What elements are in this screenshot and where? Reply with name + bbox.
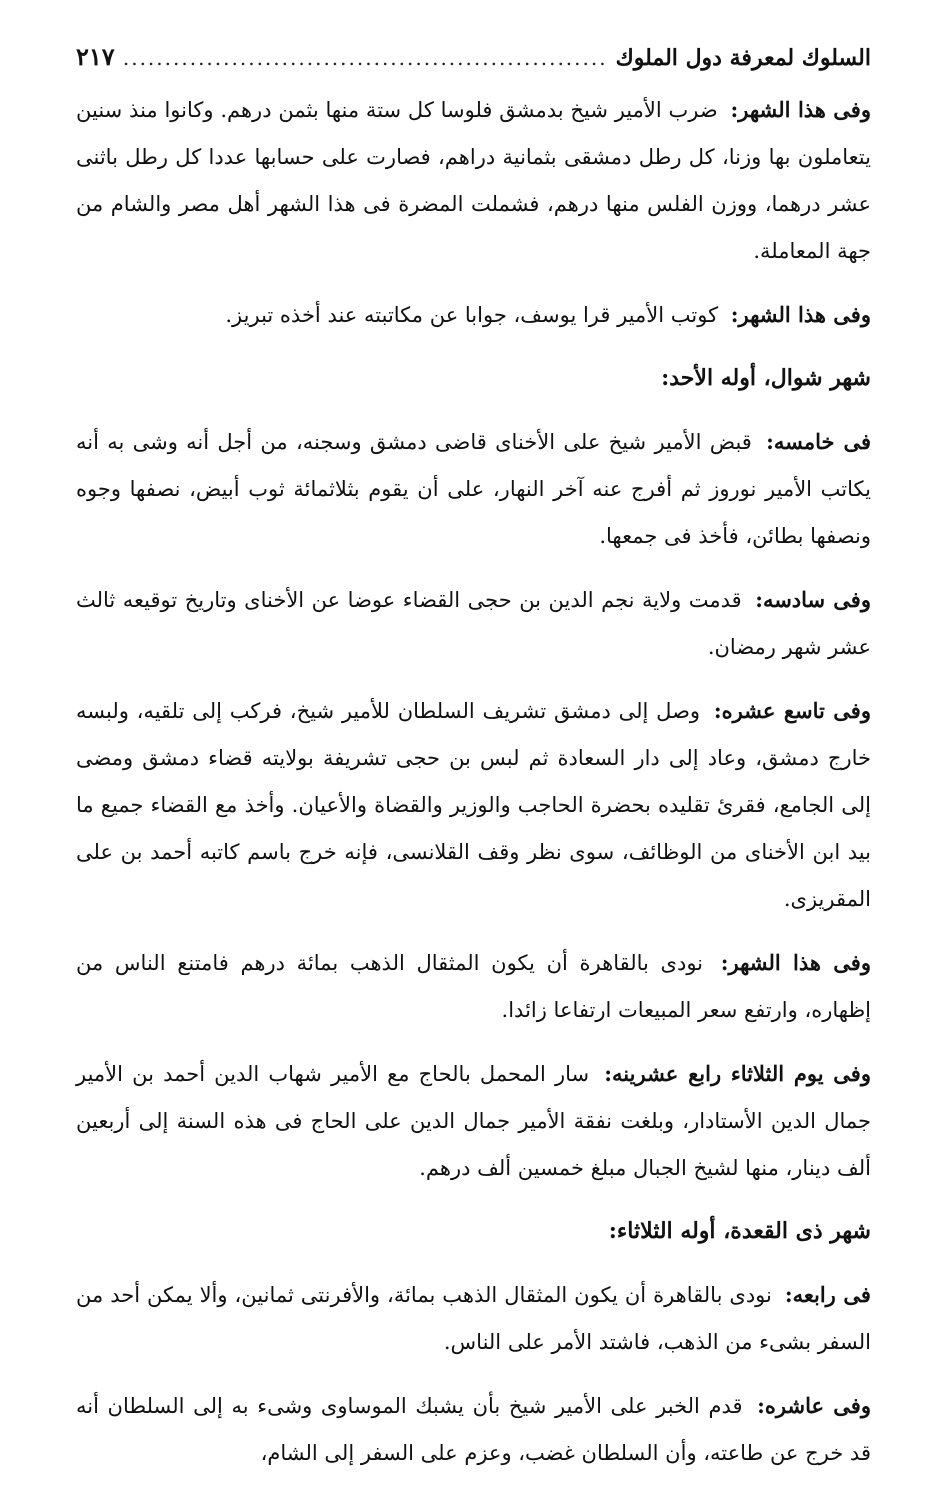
paragraph-lead: فى رابعه: (784, 1282, 871, 1307)
running-header (76, 42, 871, 82)
paragraph (76, 576, 871, 671)
paragraph (76, 687, 871, 923)
paragraph-text: قدمت ولاية نجم الدين بن حجى القضاء عوضا عن الأخناى وتاريخ توقيعه ثالث عشر شهر رمضان. (76, 588, 871, 659)
paragraph (76, 291, 871, 339)
paragraph-lead: وفى هذا الشهر: (730, 302, 871, 327)
paragraph-text: نودى بالقاهرة أن يكون المثقال الذهب بمائة، والأفرنتى ثمانين، وألا يمكن أحد من السفر بشىء من الذهب، فاشتد الأمر على الناس. (76, 1283, 871, 1354)
paragraph-lead: وفى سادسه: (755, 587, 871, 612)
page-number: ٢١٧ (76, 42, 115, 71)
paragraph-lead: وفى عاشره: (757, 1393, 871, 1418)
paragraph-lead: وفى يوم الثلاثاء رابع عشرينه: (604, 1061, 871, 1086)
leader-dots (123, 46, 608, 70)
month-heading: شهر شوال، أوله الأحد: (661, 365, 871, 391)
paragraph-lead: فى خامسه: (766, 429, 871, 454)
paragraph-lead: وفى هذا الشهر: (730, 97, 871, 122)
paragraph-text: نودى بالقاهرة أن يكون المثقال الذهب بمائة درهم فامتنع الناس من إظهاره، وارتفع سعر المبيعات ارتفاعا زائدا. (76, 951, 871, 1022)
paragraph (76, 1382, 871, 1477)
paragraph-text: سار المحمل بالحاج مع الأمير شهاب الدين أحمد بن الأمير جمال الدين الأستادار، وبلغت نفقة الأمير جمال الدين على الحاج فى هذه السنة إلى أربعين ألف دينار، منها لشيخ الجبال مبلغ خمسين ألف درهم. (76, 1062, 871, 1180)
paragraph (76, 86, 871, 275)
paragraph (76, 1050, 871, 1192)
paragraph-text: قدم الخبر على الأمير شيخ بأن يشبك الموساوى وشىء به إلى السلطان أنه قد خرج عن طاعته، وأن السلطان غضب، وعزم على السفر إلى الشام، (76, 1394, 871, 1465)
page-body (76, 86, 871, 1493)
month-heading: شهر ذى القعدة، أوله الثلاثاء: (608, 1218, 871, 1244)
book-title: السلوك لمعرفة دول الملوك (615, 45, 871, 71)
paragraph-lead: وفى هذا الشهر: (720, 950, 871, 975)
paragraph-lead: وفى تاسع عشره: (713, 698, 871, 723)
paragraph-text: ضرب الأمير شيخ بدمشق فلوسا كل ستة منها بثمن درهم. وكانوا منذ سنين يتعاملون بها وزنا، كل رطل دمشقى بثمانية دراهم، فصارت على حسابها عددا كل رطل باثنى عشر درهما، ووزن الفلس منها درهم، فشملت المضرة فى هذا الشهر أهل مصر والشام من جهة المعاملة. (76, 98, 871, 263)
paragraph-text: وصل إلى دمشق تشريف السلطان للأمير شيخ، فركب إلى تلقيه، ولبسه خارج دمشق، وعاد إلى دار السعادة ثم لبس بن حجى تشريفة بولايته قضاء دمشق ومضى إلى الجامع، فقرئ تقليده بحضرة الحاجب والوزير والقضاة والأعيان. وأخذ مع القضاء جميع ما بيد ابن الأخناى من الوظائف، سوى نظر وقف القلانسى، فإنه خرج باسم كاتبه أحمد بن على المقريزى. (76, 699, 871, 911)
paragraph (76, 939, 871, 1034)
paragraph (76, 1271, 871, 1366)
paragraph-text: قبض الأمير شيخ على الأخناى قاضى دمشق وسجنه، من أجل أنه وشى به أنه يكاتب الأمير نوروز ثم أفرج عنه آخر النهار، على أن يقوم بثلاثمائة ثوب أبيض، نصفها وجوه ونصفها بطائن، فأخذ فى جمعها. (76, 430, 871, 548)
paragraph (76, 418, 871, 560)
paragraph-text: كوتب الأمير قرا يوسف، جوابا عن مكاتبته عند أخذه تبريز. (225, 303, 719, 327)
